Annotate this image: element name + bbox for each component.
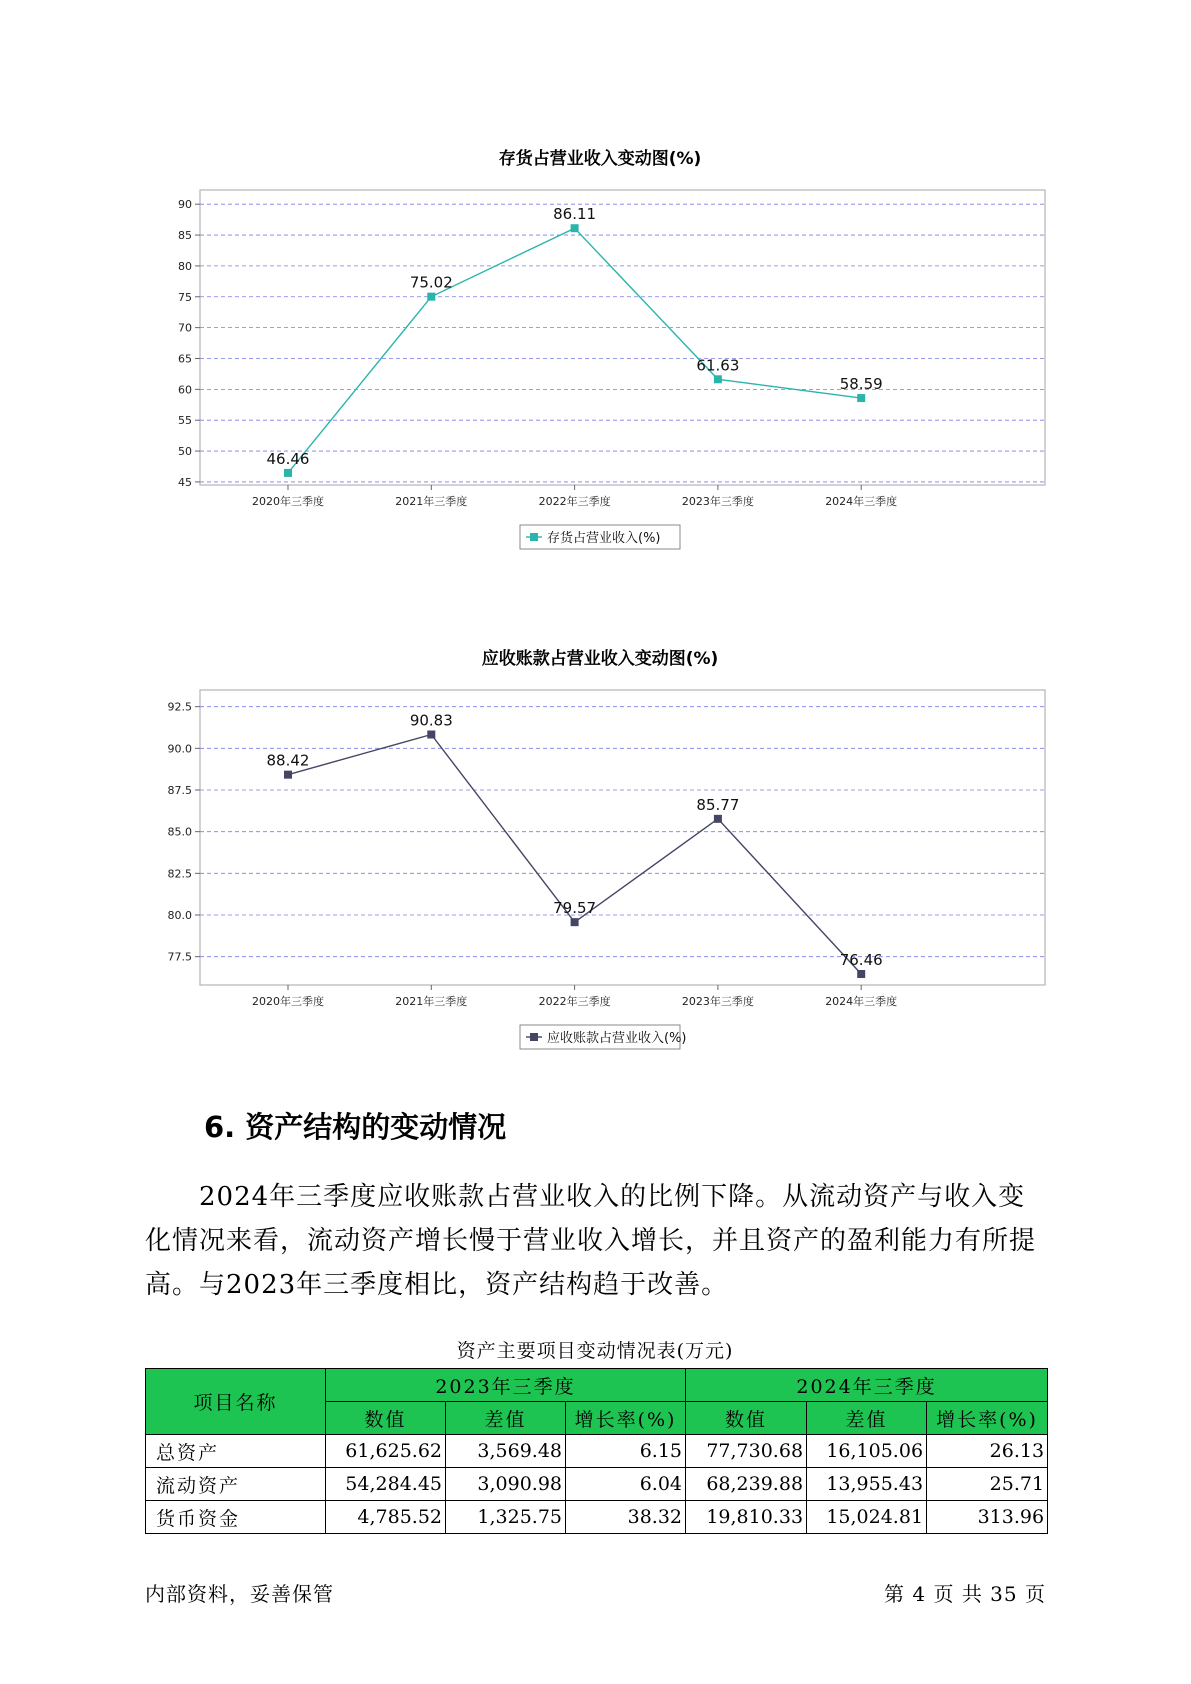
inventory-ratio-chart (150, 140, 1050, 600)
table-cell: 54,284.45 (326, 1468, 446, 1501)
plot-area (200, 690, 1045, 985)
legend-swatch-marker (530, 1033, 538, 1041)
y-tick-label: 92.5 (167, 700, 192, 714)
y-tick-label: 65 (178, 352, 192, 366)
y-tick-label: 90.0 (167, 742, 192, 756)
footer-page-number: 第 4 页 共 35 页 (884, 1582, 1046, 1606)
table-cell: 25.71 (927, 1468, 1048, 1501)
x-tick-label: 2022年三季度 (538, 995, 611, 1008)
y-tick-label: 45 (178, 475, 192, 489)
y-tick-label: 50 (178, 445, 192, 459)
data-point (571, 224, 579, 232)
data-label: 76.46 (839, 951, 883, 969)
x-tick-label: 2020年三季度 (252, 495, 324, 508)
data-point (427, 731, 435, 739)
table-cell: 68,239.88 (686, 1468, 807, 1501)
y-tick-label: 80 (178, 259, 192, 273)
table-cell: 26.13 (927, 1435, 1048, 1468)
data-label: 88.42 (266, 751, 310, 770)
data-point (714, 375, 722, 383)
x-tick-label: 2021年三季度 (395, 995, 468, 1008)
subheader-value: 数值 (686, 1402, 807, 1435)
data-point (284, 469, 292, 477)
y-tick-label: 90 (178, 198, 192, 212)
subheader-diff: 差值 (446, 1402, 566, 1435)
y-tick-label: 87.5 (167, 784, 192, 797)
data-point (714, 815, 722, 823)
table-cell: 16,105.06 (807, 1435, 927, 1468)
header-period-2023: 2023年三季度 (326, 1369, 686, 1402)
table-header-row (146, 1369, 1048, 1402)
data-point (857, 970, 865, 978)
chart-legend (520, 525, 680, 549)
y-tick-label: 60 (178, 383, 192, 397)
chart-legend (520, 1025, 687, 1049)
legend-label: 应收账款占营业收入(%) (547, 1031, 687, 1046)
subheader-diff: 差值 (807, 1402, 927, 1435)
y-tick-label: 77.5 (167, 950, 192, 964)
section-paragraph: 2024年三季度应收账款占营业收入的比例下降。从流动资产与收入变化情况来看，流动资产增长慢于营业收入增长，并且资产的盈利能力有所提高。与2023年三季度相比，资产结构趋于改善。 (145, 1182, 1037, 1300)
data-label: 90.83 (409, 711, 453, 730)
receivables-ratio-chart-svg (150, 640, 1050, 1100)
x-tick-label: 2020年三季度 (252, 995, 324, 1008)
table-cell: 15,024.81 (807, 1501, 927, 1534)
legend-label: 存货占营业收入(%) (547, 531, 661, 546)
subheader-growth: 增长率(%) (566, 1402, 686, 1435)
table-cell: 4,785.52 (326, 1501, 446, 1534)
data-point (857, 394, 865, 402)
y-tick-label: 85 (178, 229, 192, 243)
data-label: 85.77 (696, 795, 740, 814)
table-cell: 19,810.33 (686, 1501, 807, 1534)
table-cell: 77,730.68 (686, 1435, 807, 1468)
y-tick-label: 75 (178, 290, 192, 304)
data-label: 79.57 (553, 899, 597, 918)
table-cell: 6.15 (566, 1435, 686, 1468)
data-point (427, 293, 435, 301)
chart-title: 应收账款占营业收入变动图(%) (481, 649, 719, 669)
table-row (146, 1501, 1048, 1534)
data-point (571, 918, 579, 926)
x-tick-label: 2023年三季度 (681, 995, 754, 1008)
y-tick-label: 82.5 (167, 867, 192, 881)
receivables-ratio-chart (150, 640, 1050, 1100)
x-tick-label: 2021年三季度 (395, 495, 468, 508)
table-cell: 3,569.48 (446, 1435, 566, 1468)
x-tick-label: 2023年三季度 (681, 495, 754, 508)
table-cell: 13,955.43 (807, 1468, 927, 1501)
row-name: 流动资产 (146, 1468, 326, 1501)
y-tick-label: 85.0 (167, 825, 192, 839)
y-tick-label: 55 (178, 414, 192, 428)
x-tick-label: 2024年三季度 (825, 995, 898, 1008)
table-row (146, 1468, 1048, 1501)
row-name: 货币资金 (146, 1501, 326, 1534)
legend-swatch-marker (530, 533, 538, 541)
header-item-name: 项目名称 (146, 1369, 326, 1435)
footer-confidential-note: 内部资料，妥善保管 (145, 1582, 334, 1606)
table-caption: 资产主要项目变动情况表(万元) (456, 1340, 734, 1362)
subheader-value: 数值 (326, 1402, 446, 1435)
table-row (146, 1435, 1048, 1468)
assets-change-table (145, 1368, 1048, 1534)
data-label: 86.11 (553, 205, 597, 224)
header-period-2024: 2024年三季度 (686, 1369, 1048, 1402)
inventory-ratio-chart-svg (150, 140, 1050, 600)
section-title: 6. 资产结构的变动情况 (204, 1110, 507, 1144)
y-tick-label: 70 (178, 321, 192, 335)
data-point (284, 771, 292, 779)
data-label: 75.02 (409, 273, 453, 292)
x-tick-label: 2022年三季度 (538, 495, 611, 508)
x-tick-label: 2024年三季度 (825, 495, 898, 508)
chart-title: 存货占营业收入变动图(%) (498, 149, 702, 169)
table-cell: 313.96 (927, 1501, 1048, 1534)
data-label: 58.59 (839, 375, 883, 394)
row-name: 总资产 (146, 1435, 326, 1468)
plot-area (200, 190, 1045, 485)
y-tick-label: 80.0 (167, 909, 192, 922)
table-cell: 3,090.98 (446, 1468, 566, 1501)
table-cell: 61,625.62 (326, 1435, 446, 1468)
table-cell: 6.04 (566, 1468, 686, 1501)
table-cell: 1,325.75 (446, 1501, 566, 1534)
data-label: 46.46 (266, 449, 310, 468)
table-cell: 38.32 (566, 1501, 686, 1534)
subheader-growth: 增长率(%) (927, 1402, 1048, 1435)
data-label: 61.63 (696, 356, 740, 375)
